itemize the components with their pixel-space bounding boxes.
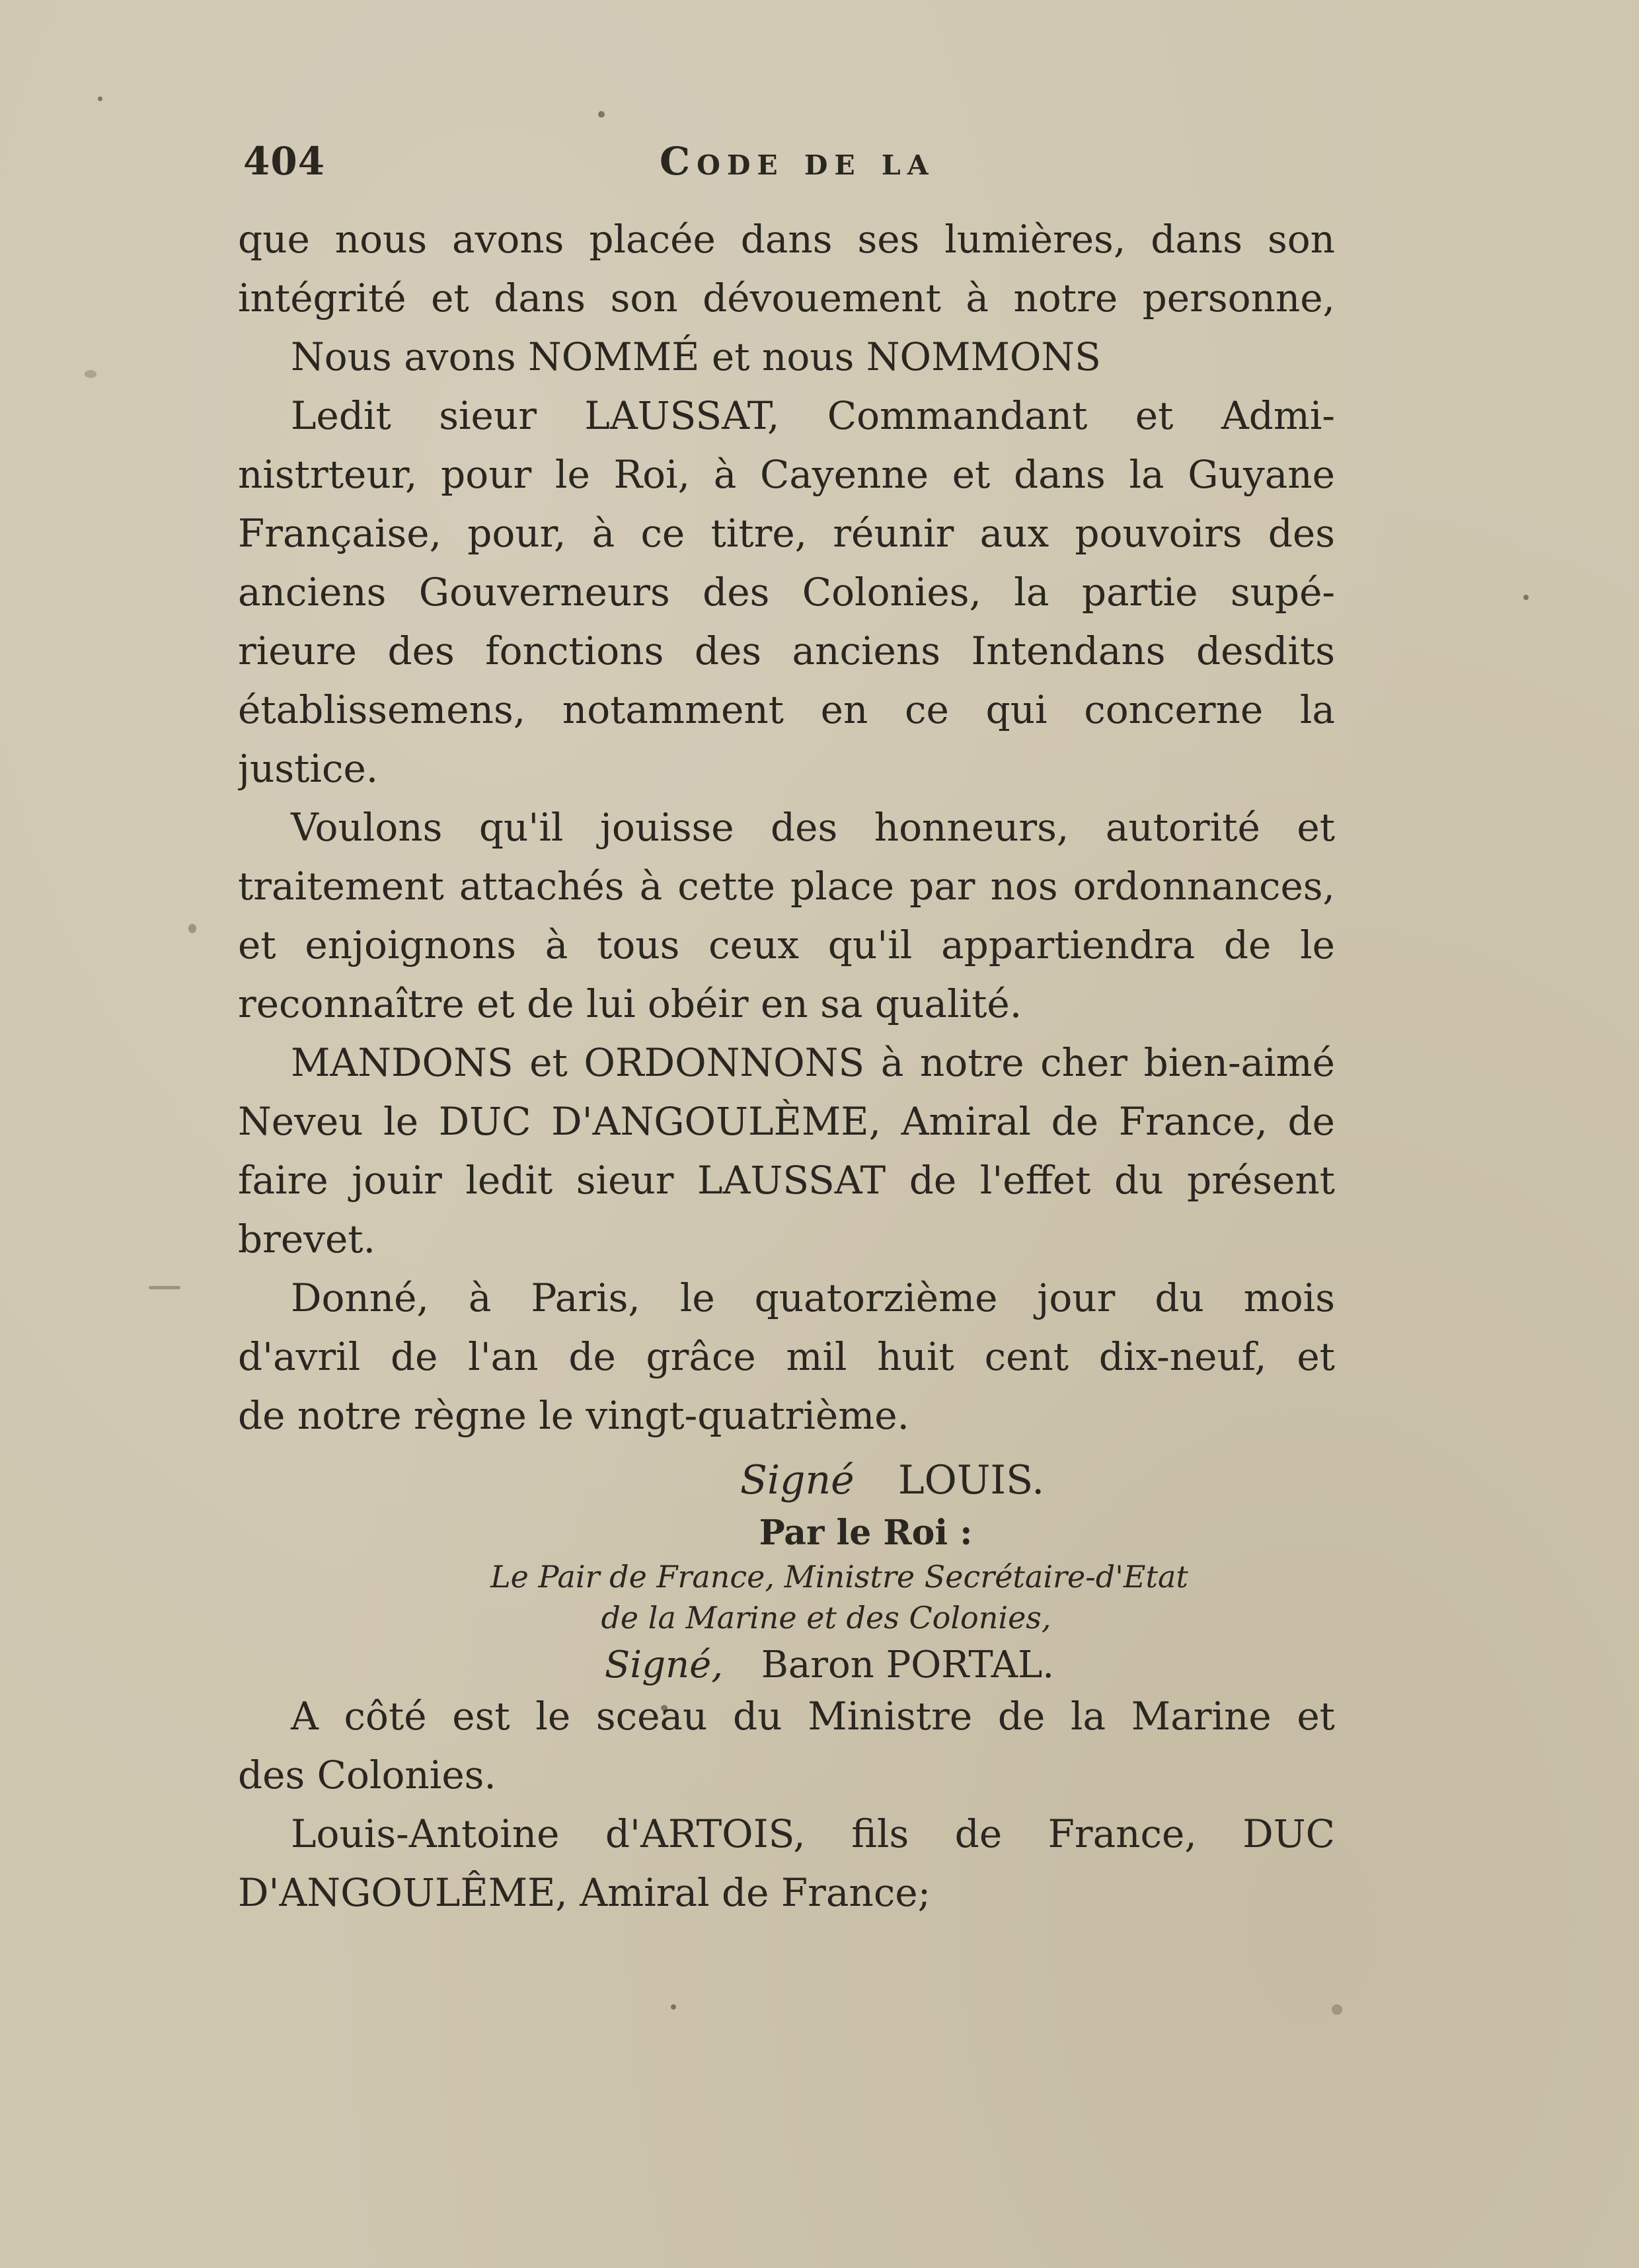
text-line: D'ANGOULÊME, Amiral de France; <box>238 1870 931 1915</box>
text-line: des Colonies. <box>238 1753 496 1797</box>
paper-speck <box>188 924 196 933</box>
king-signature-line <box>238 1451 1335 1510</box>
text-line: Ledit sieur LAUSSAT, Commandant et Admi- <box>291 393 1335 438</box>
paper-speck <box>149 1286 180 1289</box>
minister-title-line-1: Le Pair de France, Ministre Secrétaire-d'Etat <box>490 1559 1188 1595</box>
signed-label: Signé <box>740 1457 855 1503</box>
text-line: Voulons qu'il jouisse des honneurs, autorité et <box>291 805 1335 850</box>
text-line: anciens Gouverneurs des Colonies, la partie supé- <box>238 570 1335 615</box>
paper-speck <box>85 370 96 378</box>
text-line: établissemens, notamment en ce qui concerne la <box>238 687 1335 732</box>
text-line: que nous avons placée dans ses lumières, dans son <box>238 217 1335 262</box>
paper-speck <box>1523 595 1529 600</box>
text-line: Donné, à Paris, le quatorzième jour du mois <box>291 1275 1335 1320</box>
text-line: brevet. <box>238 1217 376 1262</box>
text-line: intégrité et dans son dévouement à notre personne, <box>238 276 1335 321</box>
text-line: et enjoignons à tous ceux qu'il appartiendra de le <box>238 923 1335 967</box>
par-le-roi: Par le Roi : <box>759 1513 973 1553</box>
signature-block <box>238 1451 1335 1692</box>
text-line: Neveu le DUC D'ANGOULÈME, Amiral de France, de <box>238 1099 1335 1144</box>
body-text <box>238 210 1335 1445</box>
minister-name: Baron PORTAL. <box>761 1644 1055 1686</box>
paper-speck <box>1332 2004 1342 2015</box>
paper-speck <box>598 111 605 118</box>
text-line: traitement attachés à cette place par nos ordonnances, <box>238 864 1335 909</box>
text-line: nistrteur, pour le Roi, à Cayenne et dans la Guyane <box>238 452 1335 497</box>
text-line: d'avril de l'an de grâce mil huit cent dix-neuf, et <box>238 1334 1335 1379</box>
minister-signature-line <box>238 1638 1335 1692</box>
text-line: Nous avons NOMMÉ et nous NOMMONS <box>291 334 1101 379</box>
text-line: MANDONS et ORDONNONS à notre cher bien-aimé <box>291 1040 1335 1085</box>
closing-text <box>238 1687 1335 1922</box>
text-line: justice. <box>238 746 379 791</box>
text-line: rieure des fonctions des anciens Intendans desdits <box>238 628 1335 673</box>
paper-speck <box>98 96 102 101</box>
running-head-title: Code de la <box>660 139 935 184</box>
text-line: A côté est le sceau du Ministre de la Marine et <box>291 1694 1335 1739</box>
paper-speck <box>671 2004 676 2010</box>
running-head <box>243 139 1334 198</box>
text-line: reconnaître et de lui obéir en sa qualité. <box>238 981 1022 1026</box>
text-line: Française, pour, à ce titre, réunir aux pouvoirs des <box>238 511 1335 556</box>
text-line: faire jouir ledit sieur LAUSSAT de l'effet du présent <box>238 1158 1335 1203</box>
text-line: de notre règne le vingt-quatrième. <box>238 1393 909 1438</box>
page-number: 404 <box>243 139 326 184</box>
minister-title-line-2: de la Marine et des Colonies, <box>601 1600 1051 1636</box>
signed-prefix: Signé, <box>604 1644 724 1686</box>
king-name: LOUIS. <box>897 1457 1045 1503</box>
text-line: Louis-Antoine d'ARTOIS, fils de France, DUC <box>291 1811 1335 1856</box>
